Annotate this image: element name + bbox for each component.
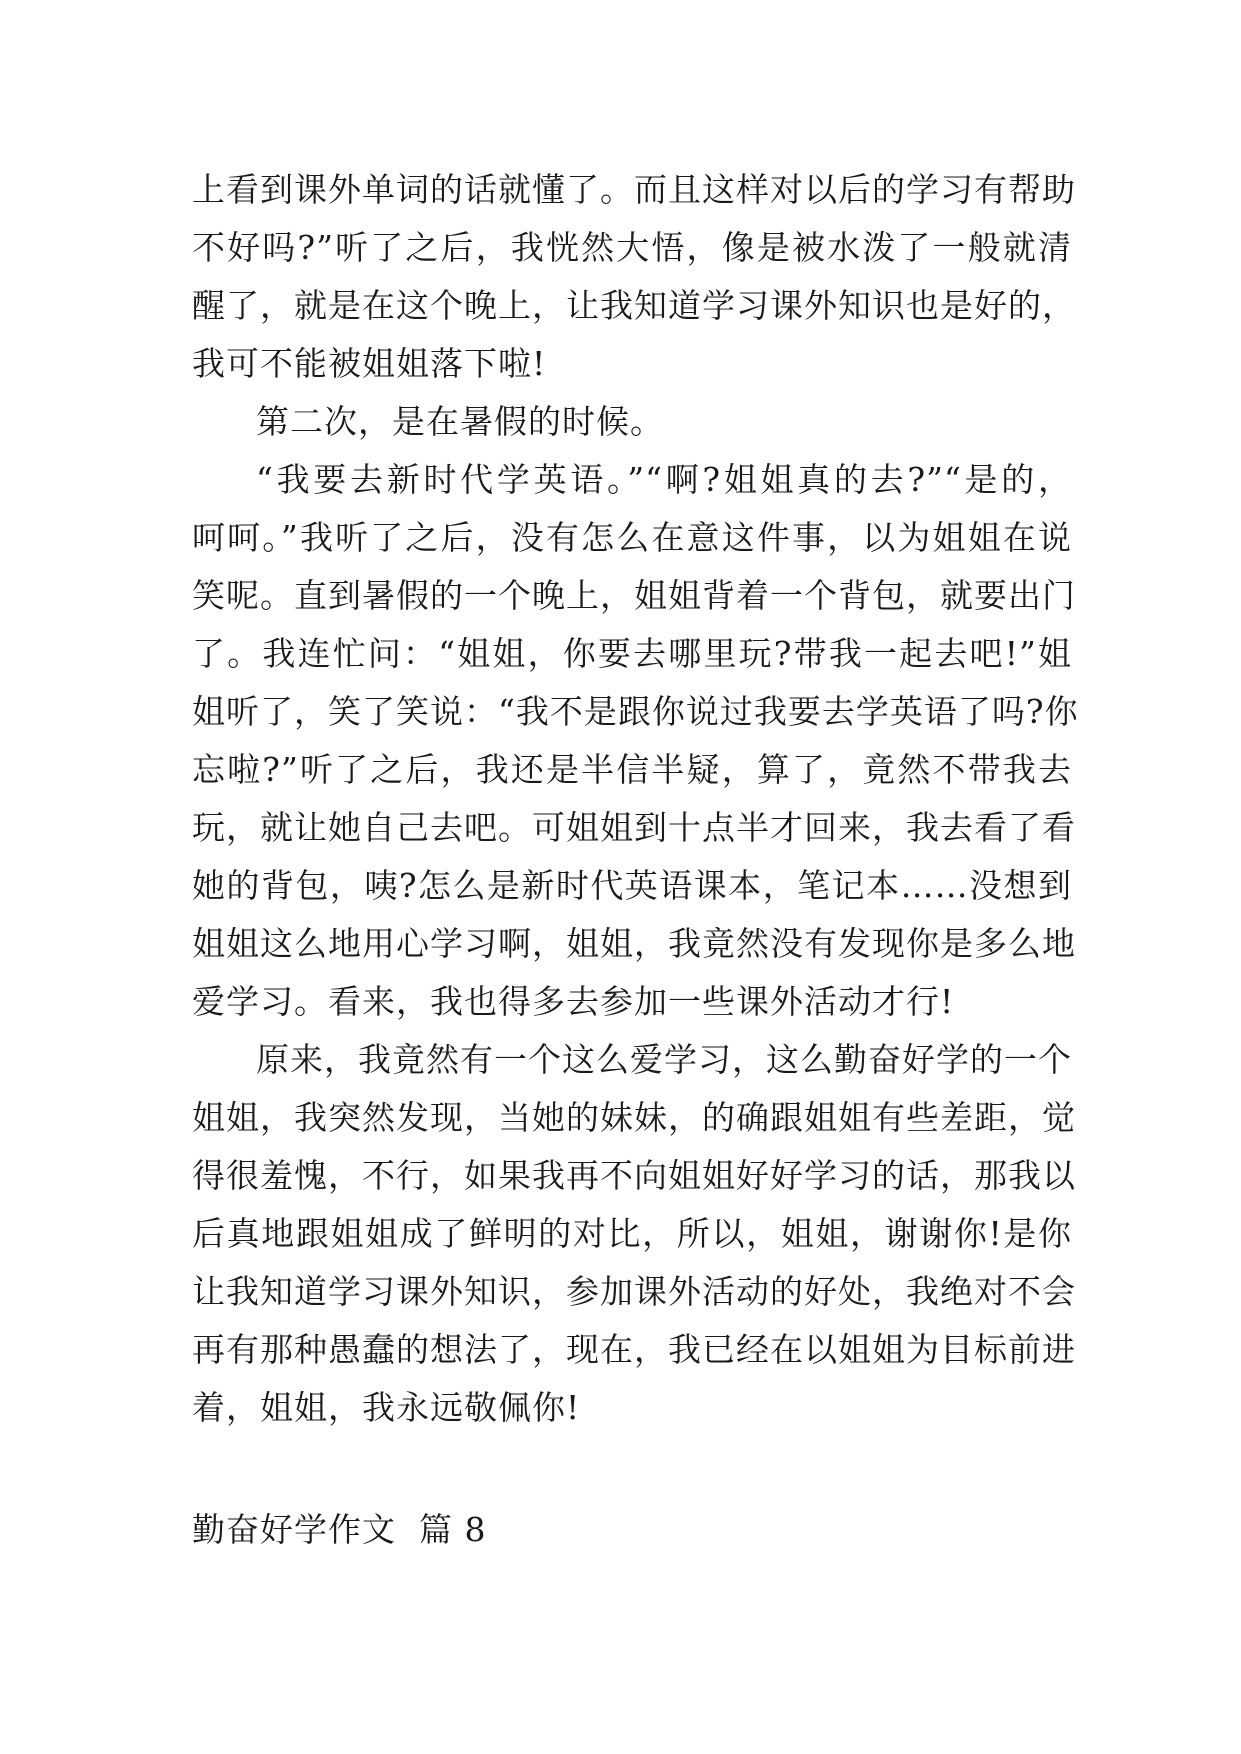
paragraph-start-line: 原来，我竟然有一个这么爱学习，这么勤奋好学的一个 [256, 1040, 1072, 1079]
text-line: 得很羞愧，不行，如果我再不向姐姐好好学习的话，那我以 [192, 1156, 1076, 1195]
text-line: 笑呢。直到暑假的一个晚上，姐姐背着一个背包，就要出门 [192, 576, 1076, 615]
text-line: 呵呵。”我听了之后，没有怎么在意这件事，以为姐姐在说 [192, 518, 1072, 557]
text-line: 不好吗?”听了之后，我恍然大悟，像是被水泼了一般就清 [192, 228, 1072, 267]
section-heading: 勤奋好学作文 篇 8 [192, 1510, 487, 1549]
text-line: 后真地跟姐姐成了鲜明的对比，所以，姐姐，谢谢你!是你 [192, 1214, 1072, 1253]
text-line: 她的背包，咦?怎么是新时代英语课本，笔记本……没想到 [192, 866, 1072, 905]
text-line: 让我知道学习课外知识，参加课外活动的好处，我绝对不会 [192, 1272, 1076, 1311]
text-line: 我可不能被姐姐落下啦! [192, 344, 547, 383]
paragraph-start-line: 第二次，是在暑假的时候。 [256, 402, 664, 441]
text-line: 忘啦?”听了之后，我还是半信半疑，算了，竟然不带我去 [192, 750, 1072, 789]
text-line: 着，姐姐，我永远敬佩你! [192, 1388, 581, 1427]
text-line: 姐听了，笑了笑说：“我不是跟你说过我要去学英语了吗?你 [192, 692, 1079, 731]
text-line: 姐姐这么地用心学习啊，姐姐，我竟然没有发现你是多么地 [192, 924, 1076, 963]
text-line: 上看到课外单词的话就懂了。而且这样对以后的学习有帮助 [192, 170, 1076, 209]
text-line: 姐姐，我突然发现，当她的妹妹，的确跟姐姐有些差距，觉 [192, 1098, 1076, 1137]
text-line: 了。我连忙问：“姐姐，你要去哪里玩?带我一起去吧!”姐 [192, 634, 1072, 673]
paragraph-start-line: “我要去新时代学英语。”“啊?姐姐真的去?”“是的， [256, 460, 1072, 499]
text-line: 玩，就让她自己去吧。可姐姐到十点半才回来，我去看了看 [192, 808, 1076, 847]
text-line: 醒了，就是在这个晚上，让我知道学习课外知识也是好的， [192, 286, 1076, 325]
text-line: 再有那种愚蠢的想法了，现在，我已经在以姐姐为目标前进 [192, 1330, 1076, 1369]
text-line: 爱学习。看来，我也得多去参加一些课外活动才行! [192, 982, 955, 1021]
